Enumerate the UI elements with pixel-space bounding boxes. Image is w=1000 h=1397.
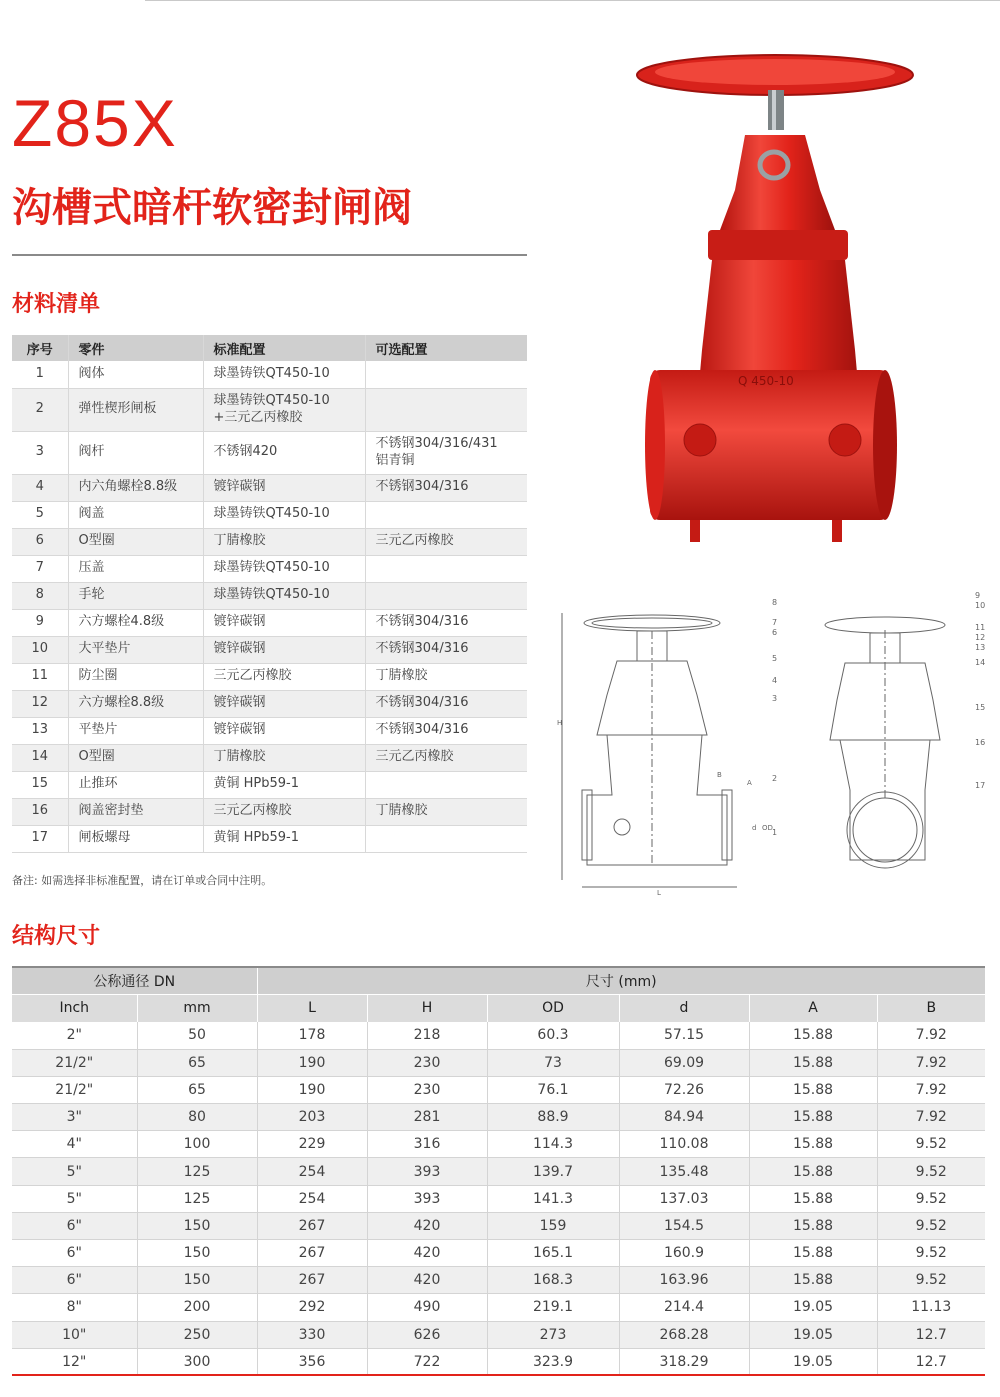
table-cell: 阀盖 [68,501,203,528]
dims-header-row [12,994,985,1022]
table-cell: 50 [137,1022,257,1049]
table-cell: 丁腈橡胶 [203,744,365,771]
table-cell: 292 [257,1294,367,1321]
table-row [12,1022,985,1049]
table-cell: 250 [137,1321,257,1348]
table-cell: 190 [257,1076,367,1103]
dimensions-table [12,966,985,1376]
table-cell: 不锈钢304/316 [365,636,527,663]
body-marking: Q 450-10 [738,374,794,388]
table-cell: 防尘圈 [68,663,203,690]
table-cell: 球墨铸铁QT450-10 [203,582,365,609]
table-cell: 139.7 [487,1158,619,1185]
table-cell: 150 [137,1267,257,1294]
table-cell: 190 [257,1049,367,1076]
table-cell: 19.05 [749,1294,877,1321]
table-cell [365,361,527,388]
table-cell: 7 [12,555,68,582]
table-row [12,690,527,717]
table-cell: 15.88 [749,1185,877,1212]
table-cell: 球墨铸铁QT450-10 +三元乙丙橡胶 [203,388,365,431]
table-cell: 21/2" [12,1049,137,1076]
table-cell: 10 [12,636,68,663]
col-header-b: B [877,994,985,1022]
table-cell: 12" [12,1348,137,1375]
table-cell: 三元乙丙橡胶 [365,528,527,555]
materials-note: 备注: 如需选择非标准配置，请在订单或合同中注明。 [12,874,273,887]
table-cell: 15.88 [749,1131,877,1158]
table-cell: 19.05 [749,1348,877,1375]
table-row [12,636,527,663]
callout-number: 12 [975,633,986,642]
table-cell [365,501,527,528]
table-cell: 141.3 [487,1185,619,1212]
table-cell: 219.1 [487,1294,619,1321]
table-cell: 内六角螺栓8.8级 [68,474,203,501]
table-cell: 1 [12,361,68,388]
table-cell: 15.88 [749,1049,877,1076]
table-cell: 不锈钢304/316/431 铝青铜 [365,431,527,474]
table-cell: 21/2" [12,1076,137,1103]
table-row [12,1240,985,1267]
table-cell: 65 [137,1049,257,1076]
table-cell: 168.3 [487,1267,619,1294]
table-row [12,528,527,555]
table-cell: 420 [367,1267,487,1294]
table-cell: 80 [137,1104,257,1131]
table-cell: 11 [12,663,68,690]
table-cell: 100 [137,1131,257,1158]
table-row [12,361,527,388]
table-cell [365,388,527,431]
col-header-inch: Inch [12,994,137,1022]
table-row [12,1158,985,1185]
table-cell: 200 [137,1294,257,1321]
col-header-l: L [257,994,367,1022]
table-cell [365,771,527,798]
table-cell: 65 [137,1076,257,1103]
table-cell: 不锈钢304/316 [365,609,527,636]
table-cell: 球墨铸铁QT450-10 [203,501,365,528]
top-rule [145,0,1000,1]
table-cell: 11.13 [877,1294,985,1321]
table-cell: 镀锌碳钢 [203,474,365,501]
table-cell [365,555,527,582]
table-cell: 125 [137,1185,257,1212]
table-cell: 159 [487,1212,619,1239]
table-cell: O型圈 [68,528,203,555]
table-cell: 15.88 [749,1022,877,1049]
table-cell: 6" [12,1212,137,1239]
table-cell: 218 [367,1022,487,1049]
table-cell: 闸板螺母 [68,825,203,852]
table-row [12,555,527,582]
table-cell: 9.52 [877,1267,985,1294]
table-cell: 6" [12,1240,137,1267]
table-cell: 254 [257,1185,367,1212]
callout-number: 3 [772,694,778,703]
table-cell: 6 [12,528,68,555]
table-cell: 7.92 [877,1022,985,1049]
group-header-size: 尺寸 (mm) [257,967,985,994]
table-cell: 300 [137,1348,257,1375]
title-divider [12,254,527,256]
callout-number: 8 [772,598,778,607]
table-cell: 268.28 [619,1321,749,1348]
table-cell: 阀体 [68,361,203,388]
callout-number: 9 [975,591,981,600]
table-cell: 76.1 [487,1076,619,1103]
table-cell: 15.88 [749,1104,877,1131]
table-cell: 15.88 [749,1267,877,1294]
col-header-mm: mm [137,994,257,1022]
table-cell: 15.88 [749,1076,877,1103]
table-cell: 9.52 [877,1212,985,1239]
dim-label-h: H [557,719,563,727]
table-cell: 5" [12,1185,137,1212]
table-cell: 69.09 [619,1049,749,1076]
table-cell: 230 [367,1049,487,1076]
table-cell: 229 [257,1131,367,1158]
table-cell: 267 [257,1240,367,1267]
table-cell: 16 [12,798,68,825]
callout-number: 5 [772,654,778,663]
table-cell: 273 [487,1321,619,1348]
table-cell: 626 [367,1321,487,1348]
col-header-no: 序号 [12,335,68,361]
table-cell: 323.9 [487,1348,619,1375]
col-header-part: 零件 [68,335,203,361]
table-row [12,1294,985,1321]
table-cell: 150 [137,1212,257,1239]
callout-number: 16 [975,738,986,747]
valve-photo [600,50,930,550]
table-row [12,1104,985,1131]
table-cell: 弹性楔形闸板 [68,388,203,431]
table-row [12,744,527,771]
table-cell: 393 [367,1185,487,1212]
table-row [12,1212,985,1239]
table-cell: 12.7 [877,1321,985,1348]
col-header-standard: 标准配置 [203,335,365,361]
table-cell: 黄铜 HPb59-1 [203,771,365,798]
table-cell: 60.3 [487,1022,619,1049]
table-row [12,1076,985,1103]
table-cell: 三元乙丙橡胶 [365,744,527,771]
callout-number: 14 [975,658,986,667]
table-row [12,1321,985,1348]
table-cell: O型圈 [68,744,203,771]
table-cell: 254 [257,1158,367,1185]
product-name: 沟槽式暗杆软密封闸阀 [12,185,412,231]
table-cell: 3" [12,1104,137,1131]
table-cell: 7.92 [877,1076,985,1103]
dim-label-od: OD [762,824,773,832]
table-cell: 2" [12,1022,137,1049]
table-cell: 镀锌碳钢 [203,636,365,663]
table-cell: 163.96 [619,1267,749,1294]
table-cell: 125 [137,1158,257,1185]
table-cell: 393 [367,1158,487,1185]
callout-number: 10 [975,601,986,610]
table-row [12,1185,985,1212]
table-cell: 镀锌碳钢 [203,609,365,636]
table-cell: 13 [12,717,68,744]
table-cell: 2 [12,388,68,431]
table-cell: 267 [257,1212,367,1239]
table-cell: 4 [12,474,68,501]
materials-header-row [12,335,527,361]
callout-number: 13 [975,643,986,652]
table-row [12,388,527,431]
front-section-drawing [557,595,787,895]
table-cell: 15.88 [749,1240,877,1267]
table-cell: 114.3 [487,1131,619,1158]
table-cell: 黄铜 HPb59-1 [203,825,365,852]
table-cell: 73 [487,1049,619,1076]
dims-group-header-row [12,967,985,994]
table-cell: 281 [367,1104,487,1131]
table-cell: 178 [257,1022,367,1049]
callout-number: 2 [772,774,778,783]
callout-number: 1 [772,828,778,837]
table-cell: 不锈钢304/316 [365,690,527,717]
table-cell: 154.5 [619,1212,749,1239]
materials-body [12,361,527,852]
table-cell: 110.08 [619,1131,749,1158]
table-cell: 420 [367,1212,487,1239]
table-cell: 3 [12,431,68,474]
col-header-od: OD [487,994,619,1022]
materials-section-title: 材料清单 [12,292,101,317]
table-cell: 手轮 [68,582,203,609]
table-cell: 722 [367,1348,487,1375]
table-cell: 57.15 [619,1022,749,1049]
table-cell: 8 [12,582,68,609]
callout-number: 6 [772,628,778,637]
table-row [12,501,527,528]
table-row [12,1131,985,1158]
table-cell: 9.52 [877,1240,985,1267]
table-cell: 72.26 [619,1076,749,1103]
table-cell: 9.52 [877,1131,985,1158]
table-row [12,825,527,852]
table-cell: 8" [12,1294,137,1321]
table-row [12,1049,985,1076]
table-row [12,798,527,825]
table-row [12,663,527,690]
table-cell: 镀锌碳钢 [203,690,365,717]
col-header-a: A [749,994,877,1022]
model-title: Z85X [12,86,178,160]
table-cell [365,582,527,609]
table-cell: 六方螺栓4.8级 [68,609,203,636]
table-cell: 420 [367,1240,487,1267]
table-cell: 不锈钢420 [203,431,365,474]
table-cell: 15.88 [749,1212,877,1239]
table-cell: 大平垫片 [68,636,203,663]
table-cell: 15.88 [749,1158,877,1185]
table-cell: 不锈钢304/316 [365,474,527,501]
table-cell: 17 [12,825,68,852]
table-cell: 15 [12,771,68,798]
dim-label-b: B [717,771,722,779]
table-cell: 14 [12,744,68,771]
table-cell: 丁腈橡胶 [203,528,365,555]
table-cell: 丁腈橡胶 [365,798,527,825]
table-cell: 316 [367,1131,487,1158]
group-header-dn: 公称通径 DN [12,967,257,994]
table-cell: 84.94 [619,1104,749,1131]
table-cell: 球墨铸铁QT450-10 [203,555,365,582]
dim-label-a: A [747,779,752,787]
table-cell: 6" [12,1267,137,1294]
table-row [12,431,527,474]
table-cell: 165.1 [487,1240,619,1267]
table-cell: 三元乙丙橡胶 [203,798,365,825]
col-header-optional: 可选配置 [365,335,527,361]
table-cell: 7.92 [877,1049,985,1076]
table-cell: 10" [12,1321,137,1348]
table-cell: 止推环 [68,771,203,798]
table-row [12,1348,985,1375]
table-cell: 六方螺栓8.8级 [68,690,203,717]
table-cell [365,825,527,852]
table-cell: 12 [12,690,68,717]
table-row [12,609,527,636]
table-row [12,771,527,798]
table-cell: 4" [12,1131,137,1158]
dim-label-d: d [752,824,757,832]
table-row [12,474,527,501]
side-section-drawing [815,590,995,890]
callout-number: 4 [772,676,778,685]
table-cell: 203 [257,1104,367,1131]
table-cell: 三元乙丙橡胶 [203,663,365,690]
table-cell: 阀盖密封垫 [68,798,203,825]
table-cell: 330 [257,1321,367,1348]
table-cell: 150 [137,1240,257,1267]
table-row [12,717,527,744]
callout-number: 7 [772,618,778,627]
table-cell: 137.03 [619,1185,749,1212]
table-cell: 135.48 [619,1158,749,1185]
table-cell: 230 [367,1076,487,1103]
table-cell: 压盖 [68,555,203,582]
callout-number: 17 [975,781,986,790]
table-cell: 丁腈橡胶 [365,663,527,690]
table-cell: 9.52 [877,1185,985,1212]
table-cell: 160.9 [619,1240,749,1267]
table-cell: 阀杆 [68,431,203,474]
table-cell: 318.29 [619,1348,749,1375]
table-cell: 490 [367,1294,487,1321]
table-cell: 不锈钢304/316 [365,717,527,744]
col-header-h: H [367,994,487,1022]
dim-label-l: L [657,889,661,895]
dimensions-section-title: 结构尺寸 [12,924,101,949]
table-row [12,1267,985,1294]
table-cell: 5" [12,1158,137,1185]
table-cell: 9.52 [877,1158,985,1185]
table-cell: 88.9 [487,1104,619,1131]
table-cell: 7.92 [877,1104,985,1131]
table-cell: 镀锌碳钢 [203,717,365,744]
table-cell: 平垫片 [68,717,203,744]
table-cell: 5 [12,501,68,528]
table-cell: 214.4 [619,1294,749,1321]
table-cell: 12.7 [877,1348,985,1375]
materials-table [12,335,527,853]
bonnet [720,135,835,230]
table-cell: 19.05 [749,1321,877,1348]
table-cell: 球墨铸铁QT450-10 [203,361,365,388]
col-header-d: d [619,994,749,1022]
table-row [12,582,527,609]
dimensions-body [12,1022,985,1375]
callout-number: 11 [975,623,986,632]
table-cell: 267 [257,1267,367,1294]
table-cell: 9 [12,609,68,636]
table-cell: 356 [257,1348,367,1375]
callout-number: 15 [975,703,986,712]
